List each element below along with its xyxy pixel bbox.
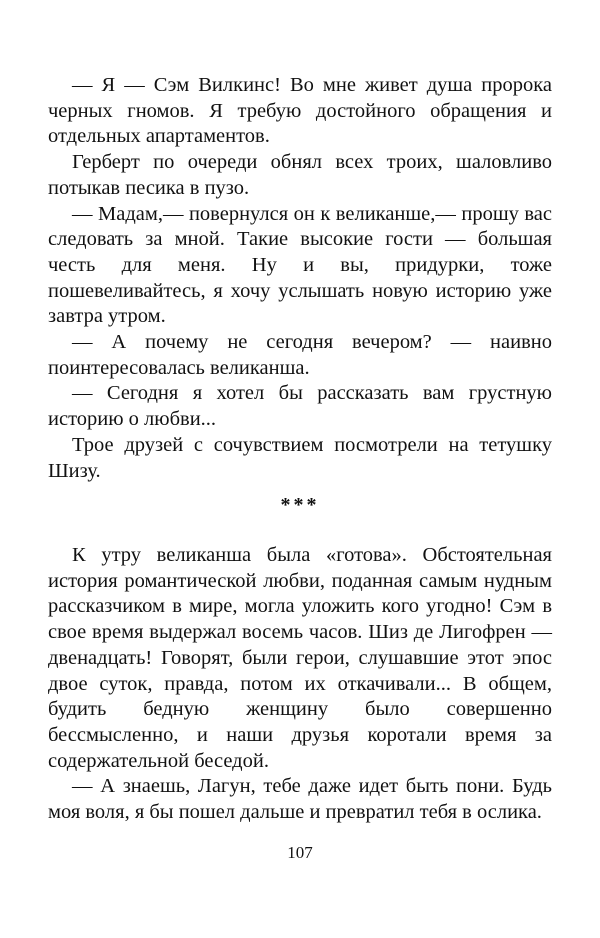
page-number: 107	[287, 843, 313, 862]
paragraph: — А знаешь, Лагун, тебе даже идет быть пони. Будь моя воля, я бы пошел дальше и превратил тебя в ослика.	[48, 775, 552, 824]
paragraph: — Мадам,— повернулся он к великанше,— прошу вас следовать за мной. Такие высокие гости — большая честь для меня. Ну и вы, придурки, тоже пошевеливайтесь, я хочу услышать новую историю уже завтра утром.	[48, 202, 552, 328]
paragraph: — Сегодня я хотел бы рассказать вам грустную историю о любви...	[48, 382, 552, 431]
text-section-2	[48, 543, 552, 826]
paragraph: К утру великанша была «готова». Обстоятельная история романтической любви, поданная самым нудным рассказчиком в мире, могла уложить кого угодно! Сэм в свое время выдержал восемь часов. Шиз де Лигофрен — двенадцать! Говорят, были герои, слушавшие этот эпос двое суток, правда, потом их откачивали... В общем, будить бедную женщину было совершенно бессмысленно, и наши друзья коротали время за содержательной беседой.	[48, 544, 552, 772]
paragraph: Трое друзей с сочувствием посмотрели на тетушку Шизу.	[48, 433, 552, 482]
paragraph: Герберт по очереди обнял всех троих, шаловливо потыкав песика в пузо.	[48, 151, 552, 199]
paragraph: — Я — Сэм Вилкинс! Во мне живет душа пророка черных гномов. Я требую достойного обращения и отдельных апартаментов.	[48, 74, 552, 148]
text-section-1	[48, 73, 552, 484]
section-separator: ***	[280, 494, 320, 516]
paragraph: — А почему не сегодня вечером? — наивно поинтересовалась великанша.	[48, 331, 552, 379]
